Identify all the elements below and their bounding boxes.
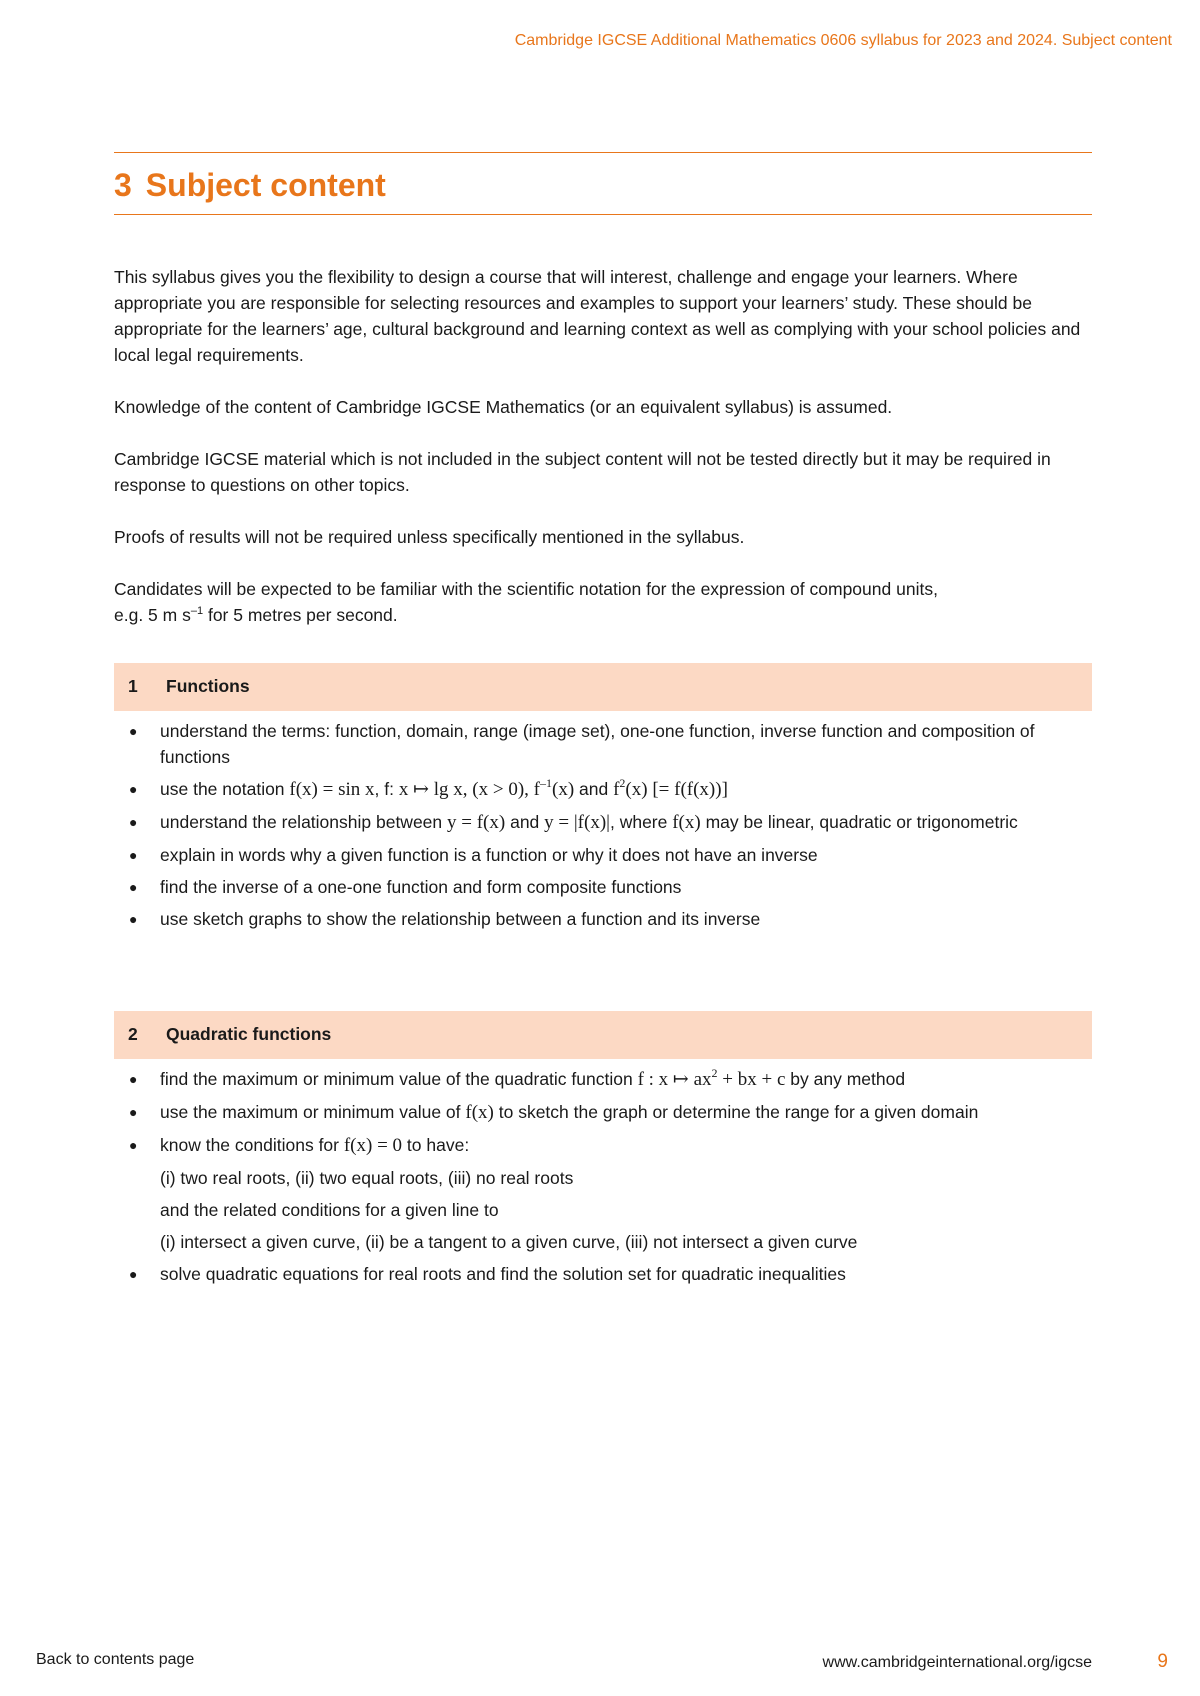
bullet-icon: ● bbox=[129, 723, 138, 739]
list-item bbox=[114, 874, 1104, 900]
topic-title: Functions bbox=[166, 676, 250, 696]
bullet-icon: ● bbox=[129, 1104, 138, 1120]
list-item-text: use the maximum or minimum value of bbox=[160, 1102, 466, 1122]
list-item-text: , where bbox=[609, 812, 673, 832]
intro-p5-tail: for 5 metres per second. bbox=[203, 605, 398, 625]
list-item bbox=[114, 842, 1104, 868]
topic-list-quadratic-functions bbox=[114, 1066, 1104, 1293]
list-item-text: explain in words why a given function is a function or why it does not have an inverse bbox=[160, 845, 818, 865]
intro-p5-line1: Candidates will be expected to be familiar with the scientific notation for the expression of compound units, bbox=[114, 579, 938, 599]
math-superscript: 2 bbox=[619, 776, 626, 790]
intro-p5-example: e.g. 5 m s bbox=[114, 605, 191, 625]
math-expression: y = f(x) bbox=[447, 812, 506, 833]
intro-paragraph-1: This syllabus gives you the flexibility to design a course that will interest, challenge and engage your learners. Where appropriate you are responsible for selecting resources and examples to support your learners’ study. These should be appropriate for the learners’ age, cultural background and learning context as well as complying with your school policies and local legal requirements. bbox=[114, 267, 1081, 365]
bullet-icon: ● bbox=[129, 781, 138, 797]
bullet-icon: ● bbox=[129, 814, 138, 830]
list-item bbox=[114, 1066, 1104, 1093]
list-item-text: , f: bbox=[374, 779, 399, 799]
intro-paragraph-3: Cambridge IGCSE material which is not included in the subject content will not be tested directly but it may be required in response to questions on other topics. bbox=[114, 449, 1051, 495]
list-item-text: to have: bbox=[402, 1135, 470, 1155]
section-number: 3 bbox=[114, 167, 132, 203]
topic-header-functions bbox=[114, 663, 1092, 711]
list-item-text: understand the relationship between bbox=[160, 812, 448, 832]
bullet-icon: ● bbox=[129, 879, 138, 895]
list-item bbox=[114, 1099, 1104, 1126]
list-item-text: understand the terms: function, domain, range (image set), one-one function, inverse function and composition of functions bbox=[160, 721, 1035, 767]
section-title-text: Subject content bbox=[145, 167, 386, 203]
back-to-contents-link[interactable]: Back to contents page bbox=[36, 1651, 195, 1668]
bullet-icon: ● bbox=[129, 1266, 138, 1282]
intro-p5-superscript: –1 bbox=[190, 605, 204, 617]
list-item-text: and bbox=[505, 812, 545, 832]
topic-title: Quadratic functions bbox=[166, 1024, 332, 1044]
bullet-icon: ● bbox=[129, 1137, 138, 1153]
topic-number: 1 bbox=[128, 676, 138, 696]
topic-number: 2 bbox=[128, 1024, 138, 1044]
math-expression: (x) bbox=[552, 779, 575, 800]
math-expression: f(x) bbox=[672, 812, 701, 833]
running-header: Cambridge IGCSE Additional Mathematics 0606 syllabus for 2023 and 2024. Subject content bbox=[514, 32, 1172, 49]
math-superscript: 2 bbox=[711, 1066, 718, 1080]
section-title-box bbox=[114, 152, 1092, 215]
topic-list-functions bbox=[114, 718, 1104, 938]
intro-block bbox=[114, 264, 1092, 654]
list-item bbox=[114, 1132, 1104, 1255]
math-expression: x ↦ lg x, (x > 0), f bbox=[398, 779, 540, 800]
list-item-text: may be linear, quadratic or trigonometric bbox=[700, 812, 1018, 832]
list-item bbox=[114, 906, 1104, 932]
section-title bbox=[114, 167, 386, 204]
list-item bbox=[114, 1261, 1104, 1287]
topic-header-quadratic-functions bbox=[114, 1011, 1092, 1059]
list-item bbox=[114, 776, 1104, 803]
list-item-text: by any method bbox=[785, 1069, 906, 1089]
list-item-text: to sketch the graph or determine the range for a given domain bbox=[493, 1102, 979, 1122]
intro-paragraph-2: Knowledge of the content of Cambridge IGCSE Mathematics (or an equivalent syllabus) is assumed. bbox=[114, 397, 893, 417]
list-item bbox=[114, 718, 1104, 770]
math-expression: f bbox=[613, 779, 620, 800]
math-expression: + bx + c bbox=[717, 1069, 786, 1090]
bullet-icon: ● bbox=[129, 911, 138, 927]
list-sub-line: (i) intersect a given curve, (ii) be a tangent to a given curve, (iii) not intersect a given curve bbox=[160, 1232, 858, 1252]
math-superscript: –1 bbox=[540, 776, 552, 790]
list-item-text: use the notation bbox=[160, 779, 290, 799]
list-item-text: and bbox=[574, 779, 614, 799]
math-expression: (x) [= f(f(x))] bbox=[625, 779, 728, 800]
intro-paragraph-4: Proofs of results will not be required unless specifically mentioned in the syllabus. bbox=[114, 527, 745, 547]
list-sub-line: (i) two real roots, (ii) two equal roots, (iii) no real roots bbox=[160, 1168, 574, 1188]
page-number: 9 bbox=[1157, 1651, 1168, 1672]
list-item-text: know the conditions for bbox=[160, 1135, 344, 1155]
website-url[interactable]: www.cambridgeinternational.org/igcse bbox=[822, 1654, 1092, 1671]
list-item-text: use sketch graphs to show the relationship between a function and its inverse bbox=[160, 909, 761, 929]
math-expression: f(x) = sin x bbox=[289, 779, 375, 800]
bullet-icon: ● bbox=[129, 1071, 138, 1087]
math-expression: f(x) = 0 bbox=[343, 1135, 403, 1156]
math-expression: f(x) bbox=[465, 1102, 494, 1123]
list-item bbox=[114, 809, 1104, 836]
list-item-text: find the inverse of a one-one function and form composite functions bbox=[160, 877, 682, 897]
math-expression: f : x ↦ ax bbox=[637, 1069, 712, 1090]
list-sub-line: and the related conditions for a given line to bbox=[160, 1200, 499, 1220]
bullet-icon: ● bbox=[129, 847, 138, 863]
math-expression: y = |f(x)| bbox=[544, 812, 610, 833]
list-item-text: find the maximum or minimum value of the quadratic function bbox=[160, 1069, 638, 1089]
list-item-text: solve quadratic equations for real roots and find the solution set for quadratic inequalities bbox=[160, 1264, 846, 1284]
intro-paragraph-5 bbox=[114, 576, 1092, 628]
